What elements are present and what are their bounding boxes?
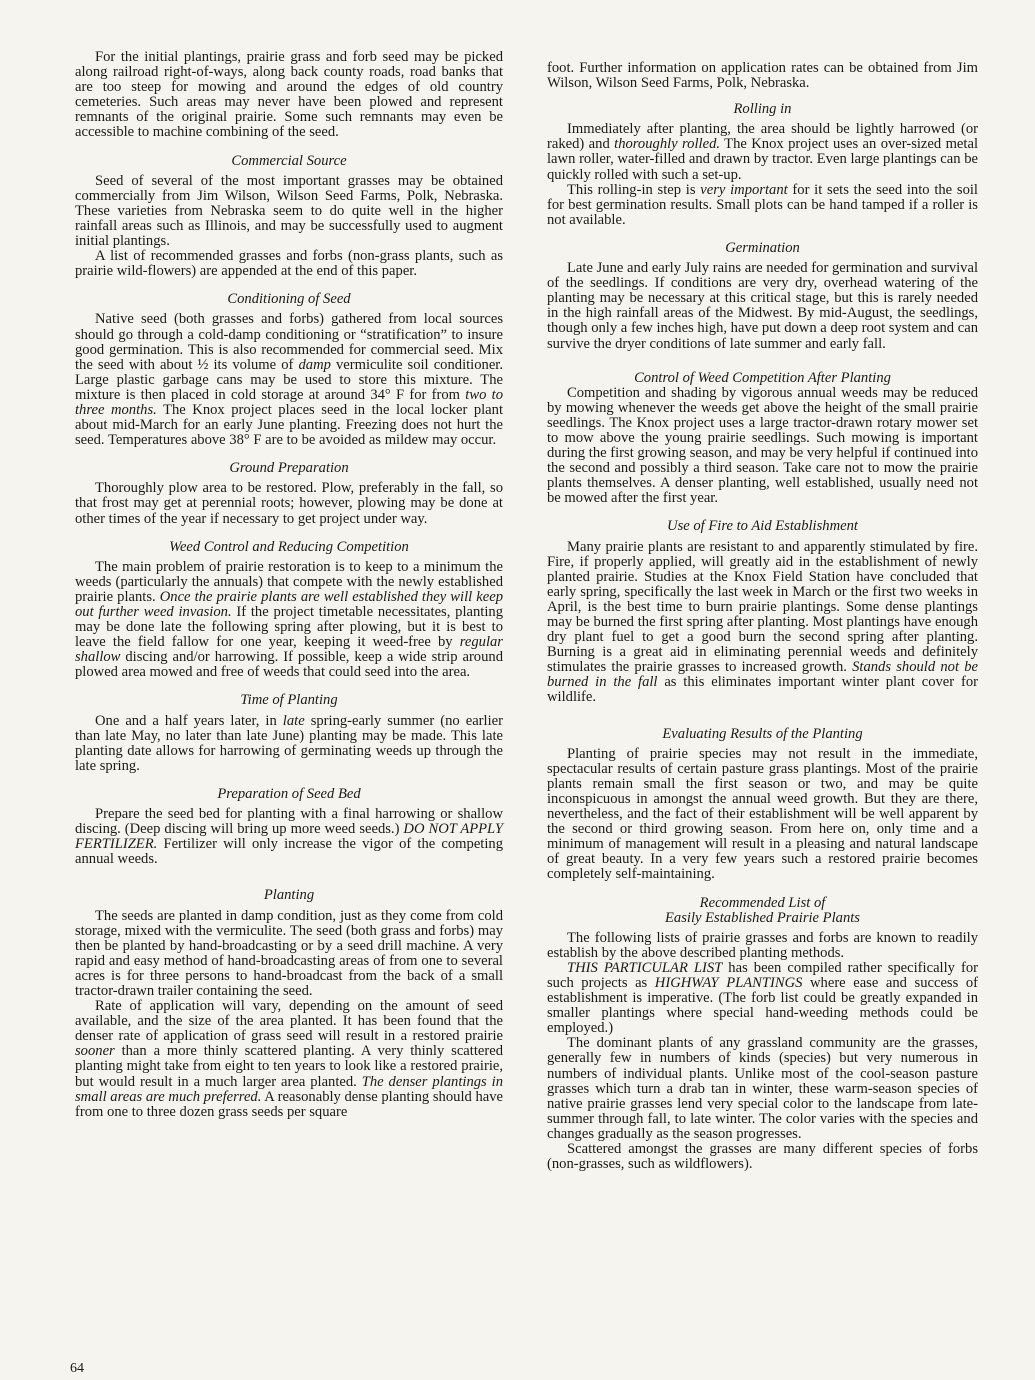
paragraph-evaluating-results: Planting of prairie species may not result in the immediate, spectacular results of certain pasture grass plantings. Most of the prairie plants remain small the first season or two, and may be quite inconspicuous in amongst the annual weed growth. But they are there, nevertheless, and the fact of their establishment will be well apparent by the second or third growing season. From here on, only time and a minimum of management will result in a pleasing and natural landscape of great beauty. In a very few years such a restored prairie becomes completely self-maintaining. — [547, 745, 978, 883]
paragraph-rate-of-application: Rate of application will vary, depending on the amount of seed available, and the size of the area planted. It has been found that the denser rate of application of grass seed will result in a restored prairie sooner than a more thinly scattered planting. A very thinly scattered planting might take from eight to ten years to look like a restored prairie, but would result in a much larger area planted. The denser plantings in small areas are much preferred. A reasonably dense planting should have from one to three dozen grass seeds per square — [75, 998, 504, 1120]
heading-conditioning-of-seed: Conditioning of Seed — [227, 291, 351, 308]
paragraph-dominant-plants: The dominant plants of any grassland community are the grasses, generally few in numbers of kinds (species) but very numerous in numbers of individual plants. Unlike most of the cool-season pasture grasses which turn a drab tan in winter, these warm-season species of native prairie grasses lend very special color to the landscape from late-summer through fall, to late winter. The color varies with the species and changes gradually as the season progresses. — [547, 1035, 978, 1142]
paragraph-recommended-list-note: A list of recommended grasses and forbs (non-grass plants, such as prairie wild-flowers) are appended at the end of this paper. — [75, 248, 503, 280]
paragraph-use-of-fire: Many prairie plants are resistant to and apparently stimulated by fire. Fire, if properly applied, will greatly aid in the establishment of newly planted prairie. Studies at the Knox Field Station have concluded that early spring, specifically the last week in March or the first two weeks in April, is the best time to burn prairie plantings. Some dense plantings may be burned the first spring after planting. Most plantings have enough dry plant fuel to get a good burn the second spring after planting. Burning is a great aid in eliminating perennial weeds and definitely stimulates the prairie grasses to increased growth. Stands should not be burned in the fall as this eliminates important winter plant cover for wildlife. — [547, 538, 978, 706]
heading-control-of-weed-competition: Control of Weed Competition After Planting — [634, 369, 891, 386]
heading-germination: Germination — [725, 239, 800, 256]
paragraph-control-of-weed-competition: Competition and shading by vigorous annual weeds may be reduced by mowing whenever the weeds get above the height of the small prairie seedlings. The Knox project uses a large tractor-drawn rotary mower set to mow above the young prairie seedlings. Such mowing is important during the first growing season, and may be very helpful if continued into the second and possibly a third season. Take care not to mow the prairie plants themselves. A denser planting, well established, usually need not be mowed after the first year. — [547, 384, 978, 507]
page-number: 64 — [70, 1361, 84, 1376]
paragraph-preparation-of-seed-bed: Prepare the seed bed for planting with a final harrowing or shallow discing. (Deep discing will bring up more weed seeds.) DO NOT APPLY FERTILIZER. Fertilizer will only increase the vigor of the competing annual weeds. — [75, 806, 504, 868]
paragraph-particular-list: THIS PARTICULAR LIST has been compiled rather specifically for such projects as HIGHWAY PLANTINGS where ease and success of establishment is imperative. (The forb list could be greatly expanded in smaller plantings where special hand-weeding methods could be employed.) — [547, 959, 979, 1037]
paragraph-list-intro: The following lists of prairie grasses and forbs are known to readily establish by the above described planting methods. — [547, 929, 978, 961]
paragraph-rolling-in: Immediately after planting, the area should be lightly harrowed (or raked) and thoroughly rolled. The Knox project uses an over-sized metal lawn roller, water-filled and drawn by tractor. Even large plantings can be quickly rolled with such a set-up. — [547, 121, 978, 183]
heading-ground-preparation: Ground Preparation — [229, 460, 349, 477]
left-column — [75, 49, 504, 1120]
heading-recommended-list-line-2: Easily Established Prairie Plants — [665, 909, 860, 926]
paragraph-seed-sources: For the initial plantings, prairie grass and forb seed may be picked along railroad right-of-ways, along back county roads, road banks that are too steep for mowing and around the edges of old country cemeteries. Such areas may never have been plowed and represent remnants of the original prairie. Some such remnants may even be accessible to machine combining of the seed. — [75, 49, 503, 141]
heading-evaluating-results: Evaluating Results of the Planting — [662, 725, 863, 742]
paragraph-scattered-forbs: Scattered amongst the grasses are many different species of forbs (non-grasses, such as wildflowers). — [547, 1141, 978, 1173]
heading-weed-control: Weed Control and Reducing Competition — [169, 538, 409, 555]
right-column — [547, 56, 978, 1172]
heading-use-of-fire: Use of Fire to Aid Establishment — [667, 518, 858, 535]
paragraph-planting-method: The seeds are planted in damp condition, just as they come from cold storage, mixed with the vermiculite. The seed (both grass and forbs) may then be planted by hand-broadcasting or by a seed drill machine. A very rapid and easy method of hand-broadcasting areas of from one to several acres is for three persons to hand-broadcast from the back of a small tractor-drawn trailer containing the seed. — [75, 907, 503, 999]
paragraph-ground-preparation: Thoroughly plow area to be restored. Plow, preferably in the fall, so that frost may get at perennial roots; however, plowing may be done at other times of the year if necessary to get project under way. — [75, 480, 503, 527]
heading-planting: Planting — [263, 887, 315, 904]
heading-rolling-in: Rolling in — [733, 101, 792, 118]
heading-recommended-list-line-1: Recommended List of — [699, 894, 826, 911]
paragraph-germination: Late June and early July rains are needed for germination and survival of the seedlings. If conditions are very dry, overhead watering of the planting may be necessary at this critical stage, but this is rarely needed in the high rainfall areas of the Midwest. By mid-August, the seedlings, though only a few inches high, have put down a deep root system and can survive the dryer conditions of late summer and early fall. — [547, 260, 978, 352]
heading-time-of-planting: Time of Planting — [240, 692, 338, 709]
paragraph-weed-control: The main problem of prairie restoration is to keep to a minimum the weeds (particularly the annuals) that compete with the newly established prairie plants. Once the prairie plants are well established they will keep out further weed invasion. If the project timetable necessitates, planting may be done late the following spring after plowing, but it is best to leave the field fallow for one year, keeping it weed-free by regular shallow discing and/or harrowing. If possible, keep a wide strip around plowed area mowed and free of weeds that could seed into the area. — [75, 558, 503, 681]
paragraph-conditioning-of-seed: Native seed (both grasses and forbs) gathered from local sources should go through a cold-damp conditioning or “stratification” to insure good germination. This is also recommended for commercial seed. Mix the seed with about ½ its volume of damp vermiculite soil conditioner. Large plastic garbage cans may be used to store this mixture. The mixture is then placed in cold storage at around 34° F for from two to three months. The Knox project places seed in the local locker plant about mid-March for an early June planting. Freezing does not hurt the seed. Temperatures above 38° F are to be avoided as mildew may occur. — [75, 311, 504, 449]
paragraph-time-of-planting: One and a half years later, in late spring-early summer (no earlier than late May, no later than late June) planting may be made. This late planting date allows for harrowing of germinating weeds up through the late spring. — [75, 712, 503, 774]
paragraph-commercial-source: Seed of several of the most important grasses may be obtained commercially from Jim Wilson, Wilson Seed Farms, Polk, Nebraska. These varieties from Nebraska seem to do quite well in the higher rainfall areas such as Illinois, and may be successfully used to augment initial plantings. — [75, 172, 503, 250]
paragraph-application-rates-continued: foot. Further information on application rates can be obtained from Jim Wilson, Wilson Seed Farms, Polk, Nebraska. — [547, 60, 978, 92]
heading-commercial-source: Commercial Source — [231, 152, 347, 169]
paragraph-rolling-importance: This rolling-in step is very important for it sets the seed into the soil for best germination results. Small plots can be hand tamped if a roller is not available. — [547, 181, 978, 228]
heading-preparation-of-seed-bed: Preparation of Seed Bed — [217, 785, 361, 802]
